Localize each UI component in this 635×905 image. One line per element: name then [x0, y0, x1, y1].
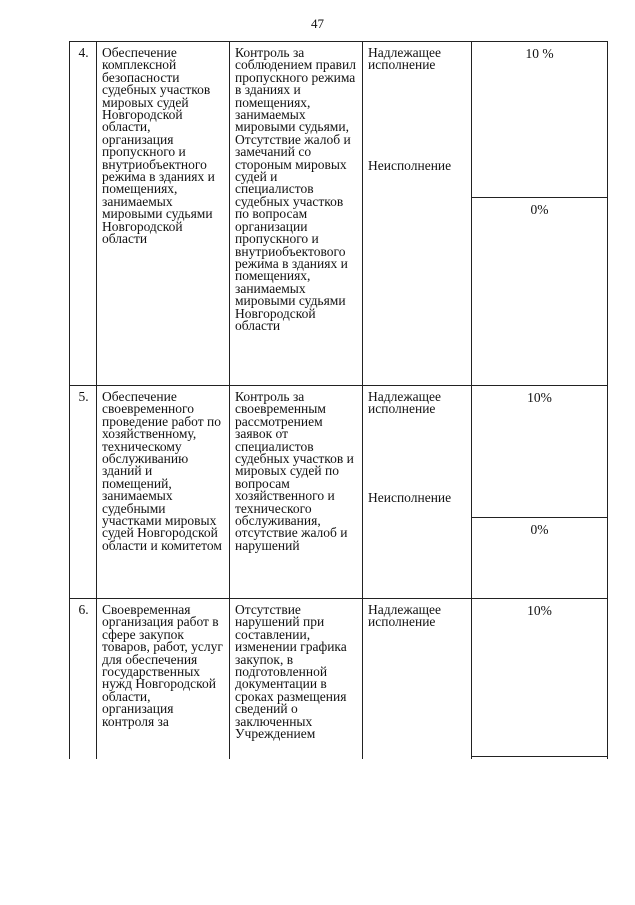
- row-number: 6.: [70, 599, 97, 759]
- criteria-cell: Отсутствие нарушений при составлении, изменении графика закупок, в подготовленной документации в сроках размещения сведений о заключенных Учреждением: [230, 599, 363, 759]
- value-proper: 10%: [472, 599, 607, 757]
- criteria-cell: Контроль за соблюдением правил пропускного режима в зданиях и помещениях, занимаемых мировыми судьями, Отсутствие жалоб и замечаний со стороным мировых судей и специалистов судебных участков по вопросам организации пропускного и внутриобъектового режима в зданиях и помещениях, занимаемых мировыми судьями Новгородской области: [230, 42, 363, 386]
- row-number: 5.: [70, 386, 97, 599]
- task-cell: Обеспечение своевременного проведение работ по хозяйственному, техническому обслуживанию зданий и помещений, занимаемых судебными участками мировых судей Новгородской области и комитетом: [97, 386, 230, 599]
- table-row: [70, 42, 608, 386]
- status-failed: Неисполнение: [368, 489, 452, 505]
- status-proper: Надлежащее исполнение: [368, 45, 442, 73]
- status-cell: [363, 386, 472, 599]
- value-failed: 0%: [530, 522, 549, 537]
- criteria-table: [69, 41, 608, 759]
- criteria-cell: Контроль за своевременным рассмотрением заявок от специалистов судебных участков и мировых судей по вопросам хозяйственного и технического обслуживания, отсутствие жалоб и нарушений: [230, 386, 363, 599]
- table-row: [70, 599, 608, 759]
- value-proper: 10%: [472, 386, 607, 518]
- value-cell: [472, 42, 608, 386]
- status-failed: Неисполнение: [368, 157, 452, 173]
- table-row: [70, 386, 608, 599]
- value-cell: [472, 386, 608, 599]
- task-cell: Своевременная организация работ в сфере закупок товаров, работ, услуг для обеспечения государственных нужд Новгородской области, организация контроля за: [97, 599, 230, 759]
- status-proper: Надлежащее исполнение: [368, 602, 442, 630]
- row-number: 4.: [70, 42, 97, 386]
- value-cell: [472, 599, 608, 759]
- status-proper: Надлежащее исполнение: [368, 389, 442, 417]
- task-cell: Обеспечение комплексной безопасности судебных участков мировых судей Новгородской области, организация пропускного и внутриобъектного режима в зданиях и помещениях, занимаемых мировыми судьями Новгородской области: [97, 42, 230, 386]
- status-cell: [363, 42, 472, 386]
- page-number: 47: [311, 16, 324, 31]
- status-cell: [363, 599, 472, 759]
- value-failed: 0%: [530, 202, 549, 217]
- value-proper: 10 %: [472, 42, 607, 198]
